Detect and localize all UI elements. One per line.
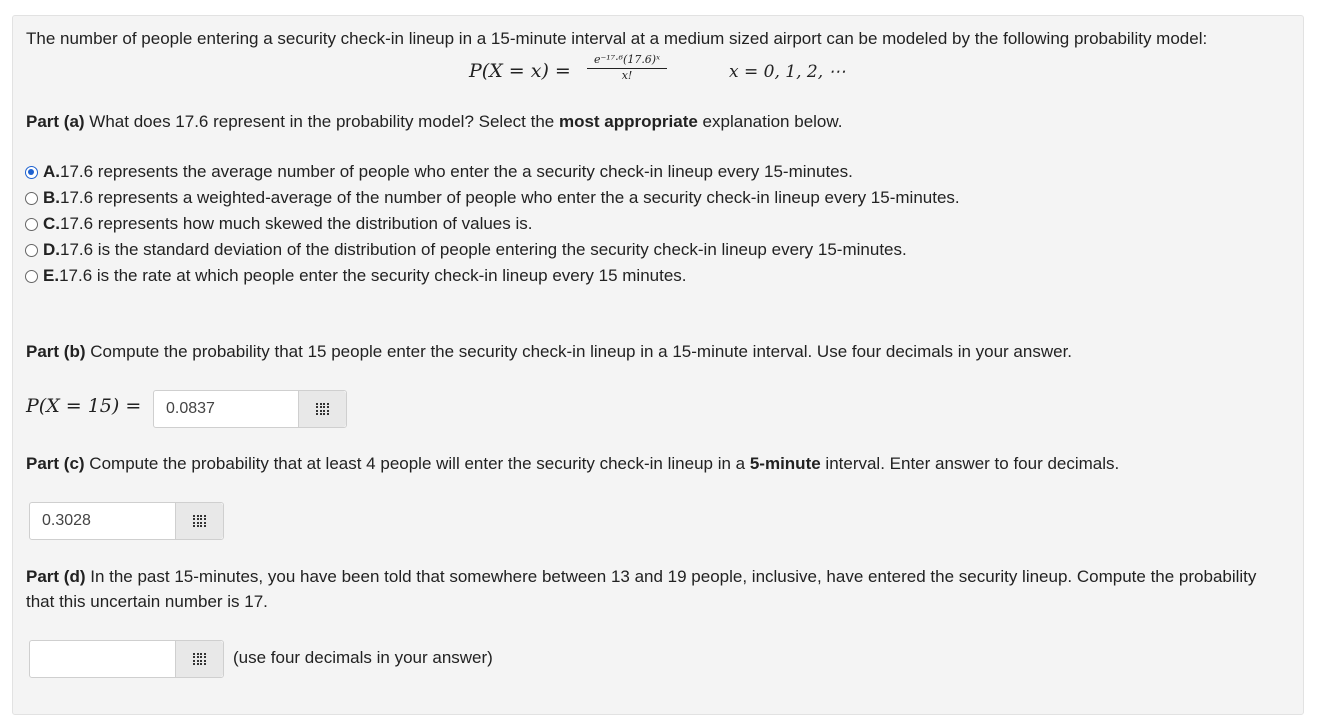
question-panel — [12, 15, 1304, 715]
part-d-input-group — [29, 640, 224, 678]
part-a-text-post: explanation below. — [697, 112, 843, 131]
part-c-keypad-button[interactable] — [175, 503, 223, 539]
option-c-letter: C. — [43, 214, 60, 233]
part-b-input-group — [153, 390, 347, 428]
part-d-text-line2: that this uncertain number is 17. — [26, 592, 268, 611]
option-a-letter: A. — [43, 162, 60, 181]
option-d-letter: D. — [43, 240, 60, 259]
option-d[interactable] — [25, 239, 907, 261]
part-d-answer-input[interactable] — [30, 641, 175, 677]
part-d-label: Part (d) — [26, 567, 86, 586]
option-b[interactable] — [25, 187, 960, 209]
part-b-keypad-button[interactable] — [298, 391, 346, 427]
part-c-input-group — [29, 502, 224, 540]
radio-option-b[interactable] — [25, 192, 38, 205]
part-a-text-pre: What does 17.6 represent in the probability model? Select the — [84, 112, 559, 131]
formula-domain: x = 0, 1, 2, ⋯ — [729, 62, 846, 82]
option-c-text: 17.6 represents how much skewed the distribution of values is. — [60, 214, 533, 233]
formula-denominator: x! — [621, 69, 633, 82]
option-c[interactable] — [25, 213, 532, 235]
part-b-question — [26, 341, 1072, 363]
radio-option-a[interactable] — [25, 166, 38, 179]
keypad-grid-icon — [193, 653, 206, 666]
part-d-hint: (use four decimals in your answer) — [233, 648, 493, 667]
keypad-grid-icon — [193, 515, 206, 528]
part-b-answer-input[interactable] — [154, 391, 298, 427]
part-c-text-pre: Compute the probability that at least 4 people will enter the security check-in lineup in a — [84, 454, 750, 473]
part-c-label: Part (c) — [26, 454, 85, 473]
part-b-label: Part (b) — [26, 342, 86, 361]
part-c-text-bold: 5-minute — [749, 454, 821, 473]
part-d-question — [26, 566, 1256, 588]
part-b-text: Compute the probability that 15 people enter the security check-in lineup in a 15-minute interval. Use four decimals in your answer. — [85, 342, 1073, 361]
option-b-letter: B. — [43, 188, 60, 207]
radio-option-e[interactable] — [25, 270, 38, 283]
option-e-text: 17.6 is the rate at which people enter the security check-in lineup every 15 minutes. — [59, 266, 687, 285]
part-b-lhs: P(X = 15) = — [26, 395, 142, 417]
part-a-label: Part (a) — [26, 112, 85, 131]
part-c-answer-input[interactable] — [30, 503, 175, 539]
option-e-letter: E. — [43, 266, 60, 285]
radio-option-d[interactable] — [25, 244, 38, 257]
option-e[interactable] — [25, 265, 687, 287]
option-b-text: 17.6 represents a weighted-average of the number of people who enter the a security check-in lineup every 15-minutes. — [60, 188, 960, 207]
formula-lhs: P(X = x) = — [469, 60, 571, 82]
option-a[interactable] — [25, 161, 853, 183]
radio-option-c[interactable] — [25, 218, 38, 231]
intro-text: The number of people entering a security check-in lineup in a 15-minute interval at a medium sized airport can be modeled by the following probability model: — [26, 29, 1208, 48]
part-c-text-post: interval. Enter answer to four decimals. — [820, 454, 1120, 473]
part-a-question — [26, 111, 842, 133]
keypad-grid-icon — [316, 403, 329, 416]
option-a-text: 17.6 represents the average number of people who enter the a security check-in lineup every 15-minutes. — [60, 162, 853, 181]
part-d-text-line1: In the past 15-minutes, you have been told that somewhere between 13 and 19 people, inclusive, have entered the security lineup. Compute the probability — [85, 567, 1257, 586]
part-c-question — [26, 453, 1119, 475]
formula-numerator: e⁻¹⁷·⁶(17.6)ˣ — [587, 53, 667, 69]
option-d-text: 17.6 is the standard deviation of the distribution of people entering the security check-in lineup every 15-minutes. — [60, 240, 907, 259]
part-a-text-bold: most appropriate — [558, 112, 698, 131]
part-d-keypad-button[interactable] — [175, 641, 223, 677]
formula-fraction — [587, 53, 667, 82]
